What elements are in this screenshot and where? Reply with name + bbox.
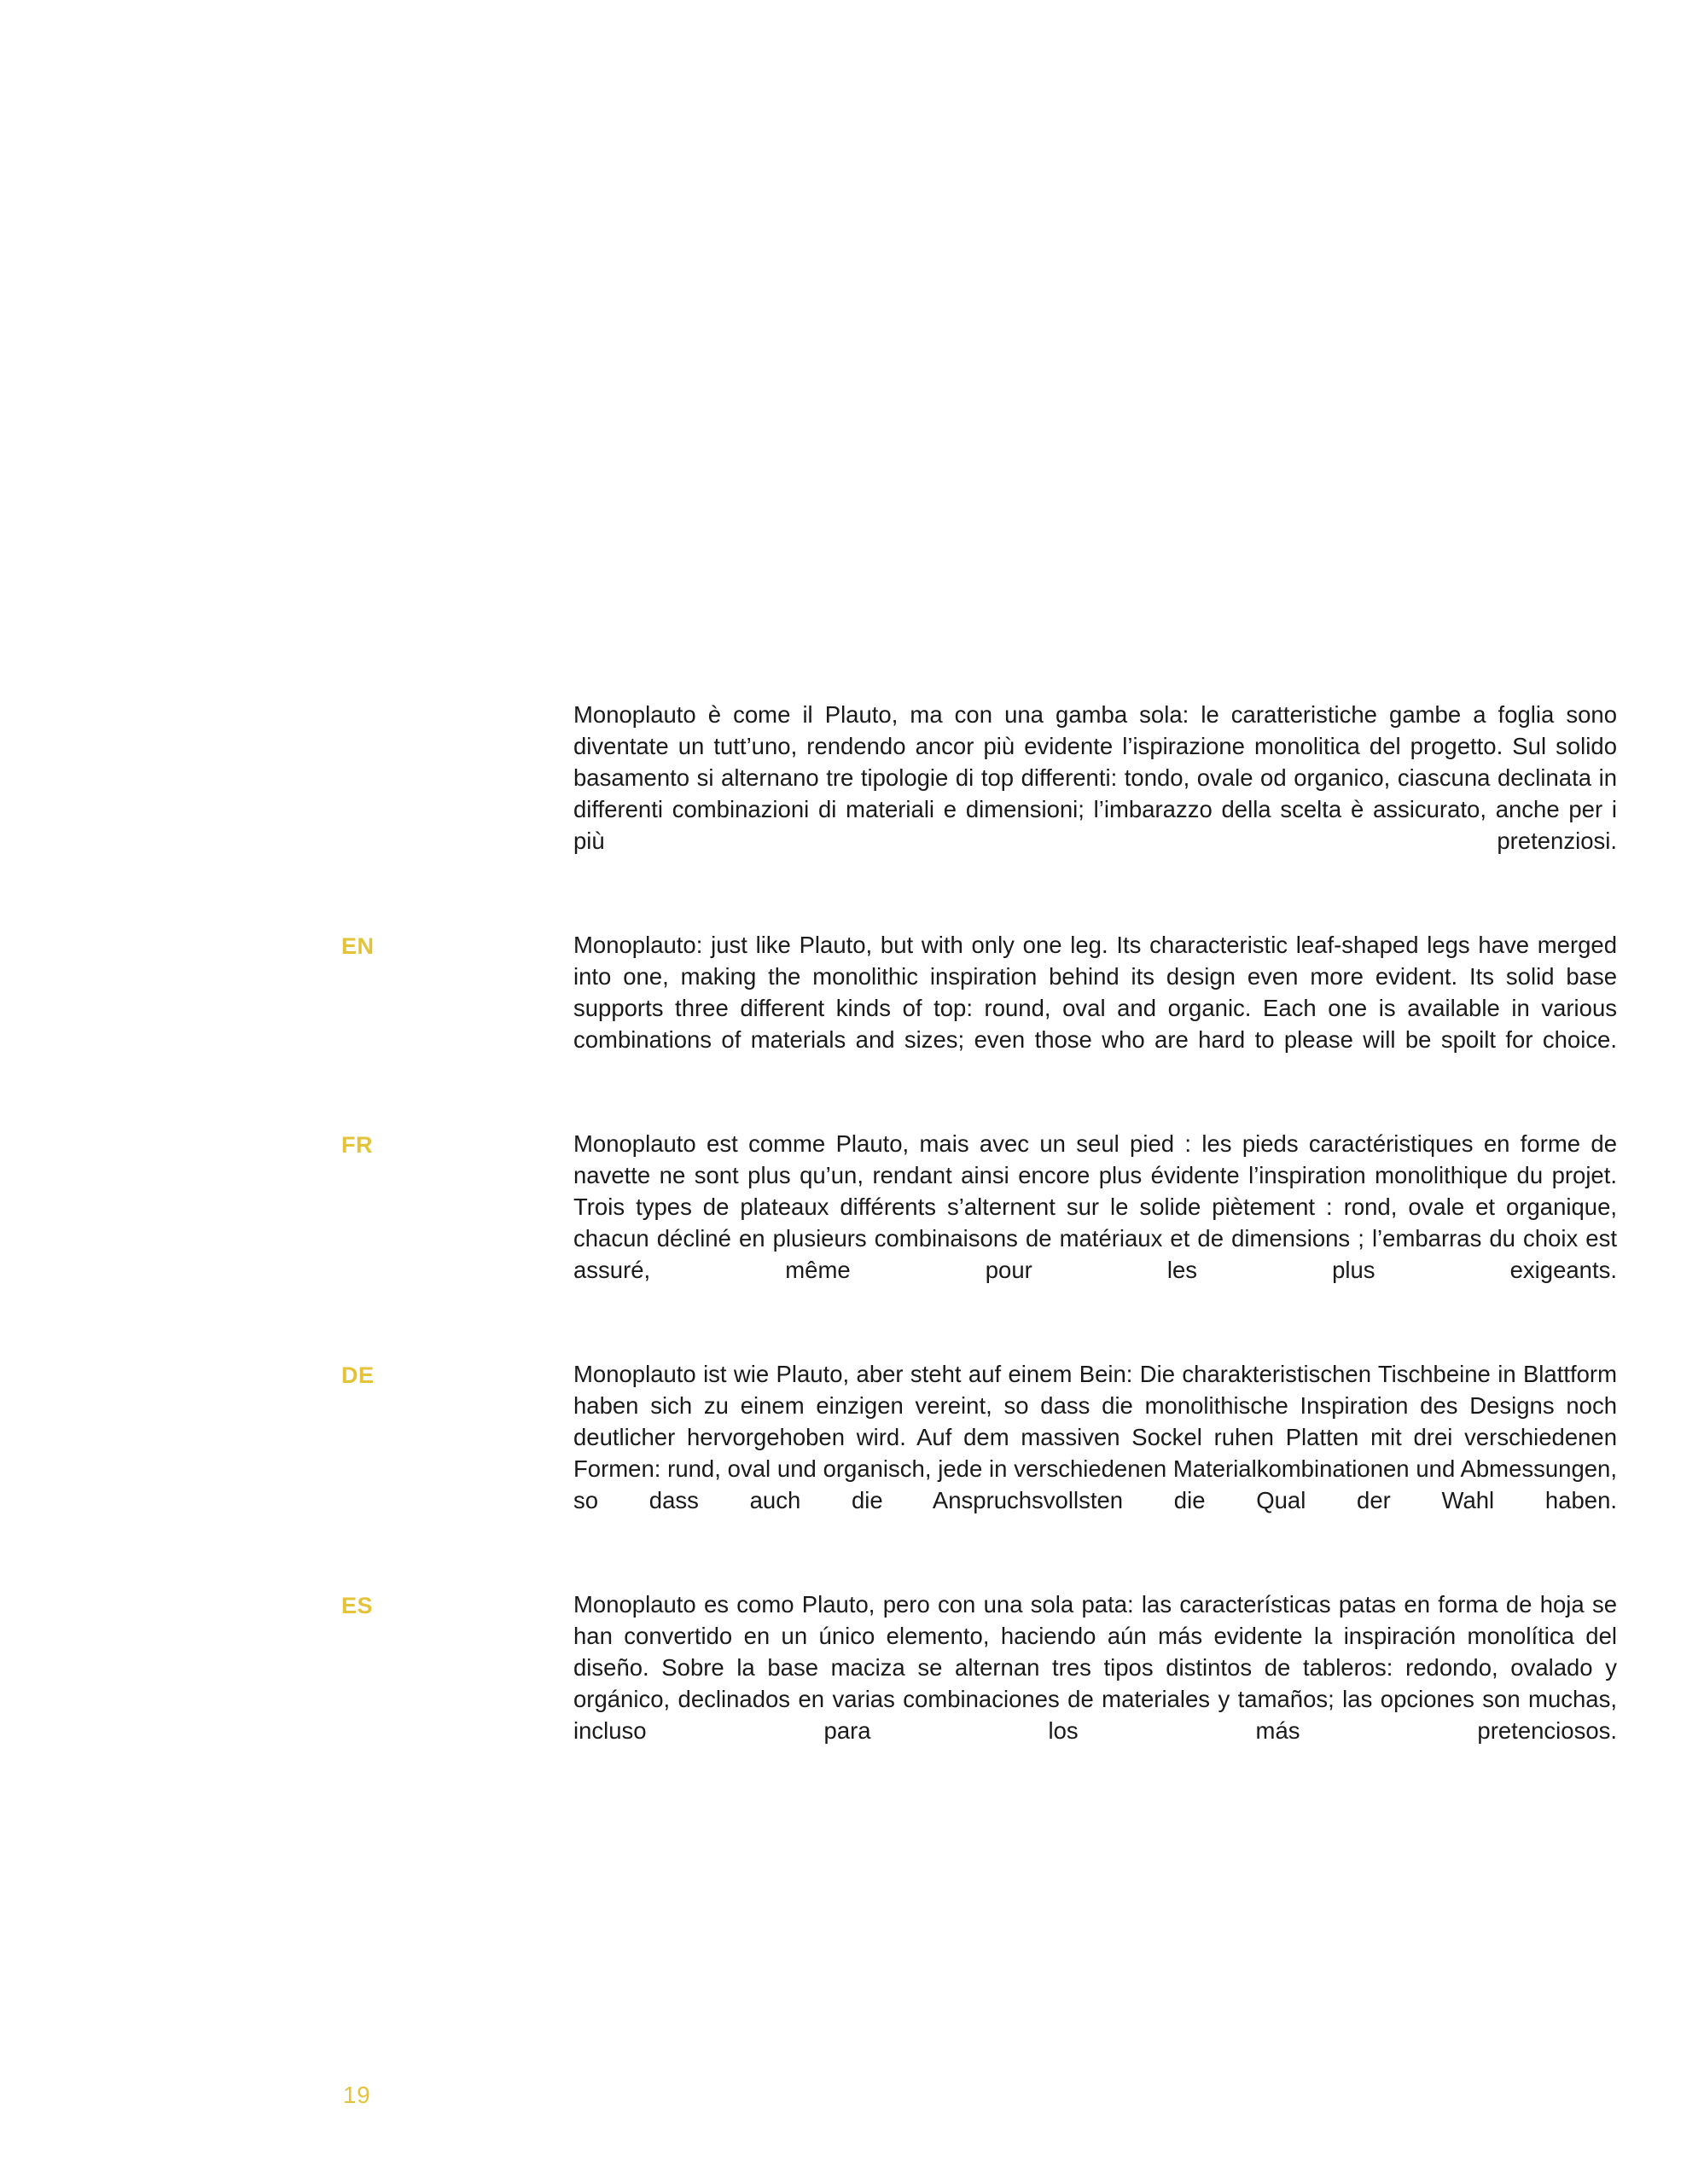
language-block-fr [341,1129,1617,1318]
language-block-es [341,1589,1617,1779]
description-paragraph-it: Monoplauto è come il Plauto, ma con una gamba sola: le caratteristiche gambe a foglia sono diventate un tutt’uno, rendendo ancor più evidente l’ispirazione monolitica del progetto. Sul solido basamento si alternano tre tipologie di top differenti: tondo, ovale od organico, ciascuna declinata in differenti combinazioni di materiali e dimensioni; l’imbarazzo della scelta è assicurato, anche per i più pretenziosi. [573,701,1617,854]
language-block-it [341,700,1617,889]
description-paragraph-en: Monoplauto: just like Plauto, but with only one leg. Its characteristic leaf-shaped legs have merged into one, making the monolithic inspiration behind its design even more evident. Its solid base supports three different kinds of top: round, oval and organic. Each one is available in various combinations of materials and sizes; even those who are hard to please will be spoilt for choice. [573,931,1617,1053]
language-block-en [341,930,1617,1088]
description-paragraph-es: Monoplauto es como Plauto, pero con una sola pata: las características patas en forma de hoja se han convertido en un único elemento, haciendo aún más evidente la inspiración monolítica del diseño. Sobre la base maciza se alternan tres tipos distintos de tableros: redondo, ovalado y orgánico, declinados en varias combinaciones de materiales y tamaños; las opciones son muchas, incluso para los más pretenciosos. [573,1590,1617,1744]
language-label-fr: FR [341,1131,373,1158]
page-number: 19 [343,2082,371,2108]
language-block-de [341,1359,1617,1548]
multilingual-description-column [341,700,1617,1779]
description-paragraph-de: Monoplauto ist wie Plauto, aber steht auf einem Bein: Die charakteristischen Tischbeine in Blattform haben sich zu einem einzigen vereint, so dass die monolithische Inspiration des Designs noch deutlicher hervorgehoben wird. Auf dem massiven Sockel ruhen Platten mit drei verschiedenen Formen: rund, oval und organisch, jede in verschiedenen Materialkombinationen und Abmessungen, so dass auch die Anspruchsvollsten die Qual der Wahl haben. [573,1360,1617,1513]
language-label-en: EN [341,932,375,959]
language-label-es: ES [341,1592,374,1618]
language-label-de: DE [341,1362,375,1388]
description-paragraph-fr: Monoplauto est comme Plauto, mais avec un seul pied : les pieds caractéristiques en forme de navette ne sont plus qu’un, rendant ainsi encore plus évidente l’inspiration monolithique du projet. Trois types de plateaux différents s’alternent sur le solide piètement : rond, ovale et organique, chacun décliné en plusieurs combinaisons de matériaux et de dimensions ; l’embarras du choix est assuré, même pour les plus exigeants. [573,1130,1617,1283]
